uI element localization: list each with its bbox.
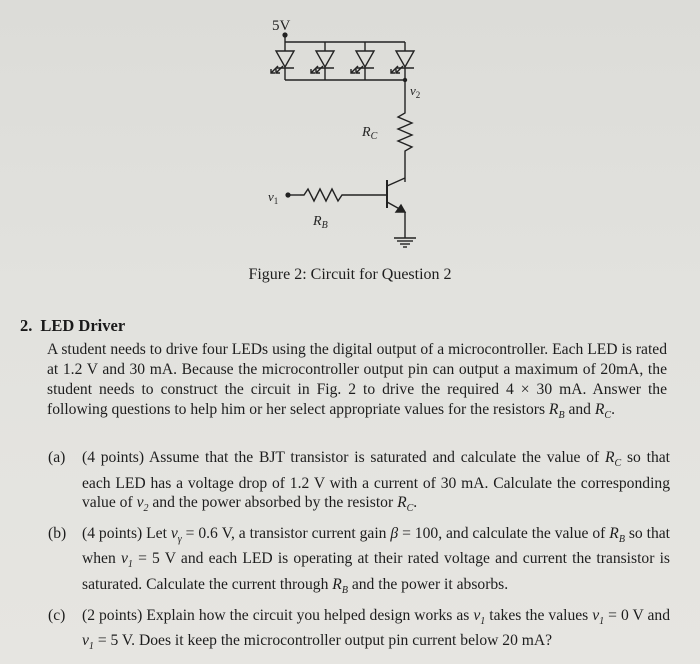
question-heading: [20, 316, 125, 336]
question-parts: [48, 448, 670, 662]
led-4: [391, 42, 414, 80]
rb-resistor: [300, 189, 348, 201]
part-a-text: (4 points) Assume that the BJT transistor is saturated and calculate the value of $R_C$ so that each LED has a voltage drop of 1.2 V with a current of 30 mA. Calculate the corresponding value of $v_2$ and the power absorbed by the resistor $R_C$.: [82, 449, 670, 515]
circuit-figure: [0, 0, 700, 300]
led-3: [351, 42, 374, 80]
part-c: [48, 606, 670, 657]
part-c-label: (c): [48, 606, 66, 624]
supply-label: 5V: [272, 18, 291, 34]
v1-node: [285, 192, 290, 197]
question-intro: A student needs to drive four LEDs using the digital output of a microcontroller. Each LED is rated at 1.2 V and 30 mA. Because the microcontroller output pin can output a maximum of 20mA, the student needs to construct the circuit in Fig. 2 to drive the required 4 × 30 mA. Answer the following questions to help him or her select appropriate values for the resistors $R_B$ and $R_C$.: [47, 341, 667, 422]
part-b-text: (4 points) Let $v_\gamma = 0.6$ V, a transistor current gain β = 100, and calculate the value of $R_B$ so that when $v_1 = 5$ V and each LED is operating at their rated voltage and current the transistor is saturated. Calculate the current through $R_B$ and the power it absorbs.: [82, 524, 671, 597]
part-c-text: (2 points) Explain how the circuit you helped design works as $v_1$ takes the values $v_1 = 0$ V and $v_1 = 5$ V. Does it keep the microcontroller output pin current below 20 mA?: [82, 606, 670, 653]
rb-label: $R_B$: [313, 214, 328, 231]
led-2: [311, 42, 334, 80]
question-number: 2.: [20, 316, 33, 335]
led-1: [271, 42, 294, 80]
bjt-collector-lead: [387, 178, 405, 186]
figure-caption: Figure 2: Circuit for Question 2: [248, 266, 452, 283]
v2-label: $v_2$: [410, 83, 421, 100]
part-b-label: (b): [48, 524, 67, 542]
circuit-diagram: [0, 0, 700, 260]
part-b: [48, 524, 670, 601]
led-array: [271, 42, 414, 80]
v1-label: $v_1$: [268, 189, 279, 206]
rc-label: $R_C$: [362, 125, 378, 142]
part-a-label: (a): [48, 449, 66, 466]
rc-resistor: [398, 108, 412, 156]
v2-node: [403, 78, 407, 82]
part-a: [48, 448, 670, 519]
question-title: LED Driver: [40, 316, 126, 335]
